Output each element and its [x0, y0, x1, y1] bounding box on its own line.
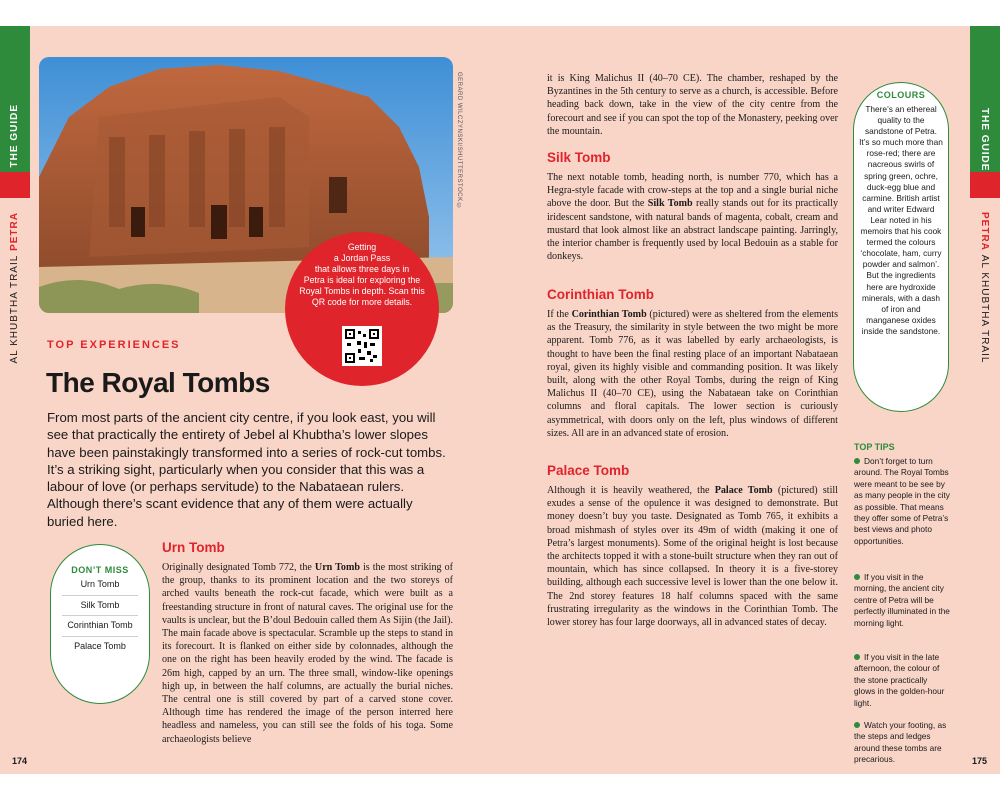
- page-title: The Royal Tombs: [46, 367, 270, 398]
- jordan-pass-callout: [285, 232, 439, 386]
- palace-tomb-heading: Palace Tomb: [547, 463, 630, 478]
- section-tab-left: [0, 172, 30, 198]
- qr-code[interactable]: [342, 326, 382, 366]
- dont-miss-box: [50, 544, 150, 704]
- corinthian-tomb-heading: Corinthian Tomb: [547, 287, 654, 302]
- book-spread: [0, 26, 1000, 774]
- colours-title: COLOURS: [876, 90, 926, 100]
- dont-miss-item: Silk Tomb: [62, 596, 138, 617]
- colours-box: [853, 82, 949, 412]
- photo-credit: GERARD WILCZYNSKI/SHUTTERSTOCK ©: [456, 72, 462, 211]
- guide-tab-label-right: THE GUIDE: [979, 108, 990, 172]
- bullet-icon: [854, 722, 860, 728]
- tip-item: Don’t forget to turn around. The Royal Tombs were meant to be see by as many people in the city as possible. That means they offer some of Petra’s best views and photo opportunities.: [854, 456, 950, 546]
- dont-miss-item: Palace Tomb: [74, 640, 126, 651]
- palace-tomb-paragraph: Although it is heavily weathered, the Palace Tomb (pictured) still exudes a sense of the opulence it was designed to demonstrate. But money doesn’t buy you taste. Designated as Tomb 765, it exhibits a broad mishmash of styles over its 49m of width (making it one of Petra’s largest monuments). Some of the original height is lost because the architects topped it with a stone-built structure when they ran out of mountain, which has since collapsed. In theory it is a five-storey building, although each successive level is lower than the one below it. The 2nd storey features 18 half columns spaced with the same frustrating irregularity as the windows in the Corinthian Tomb. The lower storey has four large doorways, all in advanced states of decay.: [547, 485, 838, 629]
- section-kicker: TOP EXPERIENCES: [47, 339, 181, 351]
- dont-miss-item: Corinthian Tomb: [62, 616, 138, 637]
- guide-tab-label-left: THE GUIDE: [9, 104, 20, 168]
- section-tab-right: [970, 172, 1000, 198]
- tip-item: If you visit in the late afternoon, the colour of the stone practically glows in the golden-hour light.: [854, 652, 945, 708]
- page-number-right: 175: [972, 756, 988, 766]
- colours-text: There’s an ethereal quality to the sandstone of Petra. It’s so much more than rose-red; there are nacreous swirls of spring green, ochre, duck-egg blue and carmine. British artist and writer Edward Lear noted in his memoirs that his cook termed the colours ‘chocolate, ham, curry powder and salmon’. But the ingredients here are hydroxide minerals, with a dash of iron and manganese oxides inside the sandstone.: [859, 104, 943, 336]
- dont-miss-item: Urn Tomb: [62, 575, 138, 596]
- urn-tomb-paragraph: Originally designated Tomb 772, the Urn Tomb is the most striking of the group, thanks to its prominent location and the two storeys of arched vaults beneath the rock-cut facade, which were built as a freestanding structure in front of natural caves. The original use for the vaults is unclear, but the B’doul Bedouin called them As Sijin (the Jail). The main facade above is spectacular. Scramble up the steps to stand in its forecourt. It is flanked on either side by colonnades, although the one on the right has been heavily eroded by the wind. The facade is 26m high, capped by an urn. The three small, window-like openings high up, in between the half columns, are actually the burial niches. The central one is still covered by part of a carved stone cover. Although time has rendered the image of the person interred here headless and nameless, you can still see the folds of his toga. Some archaeologists believe: [162, 562, 453, 745]
- top-tips-title: TOP TIPS: [854, 442, 895, 452]
- page-number-left: 174: [12, 756, 28, 766]
- bullet-icon: [854, 458, 860, 464]
- silk-tomb-paragraph: The next notable tomb, heading north, is number 770, which has a Hegra-style facade with crow-steps at the top and a single burial niche above the door. But the Silk Tomb really stands out for its practically iridescent sandstone, with natural bands of magenta, cobalt, cream and mustard that look almost like an abstract landscape painting. Jarringly, the interior chamber is frequently used by local Bedouin as a stable for donkeys.: [547, 172, 838, 263]
- intro-paragraph: From most parts of the ancient city centre, if you look east, you will see that practically the entirety of Jebel al Khubtha’s lower slopes have been painstakingly transformed into a series of rock-cut tombs. It’s a striking sight, particularly when you consider that this was a labour of love (or perhaps servitude) to the Nabataean rulers. Although there’s scant evidence that any of them were actually buried here.: [47, 410, 446, 529]
- tip-item: Watch your footing, as the steps and ledges around these tombs are precarious.: [854, 720, 947, 765]
- urn-tomb-continued: it is King Malichus II (40–70 CE). The chamber, reshaped by the Byzantines in the 5th century to serve as a church, is accessible. Before heading back down, take in the view of the city centre from the forecourt and see if you can spot the top of the Monastery, peeking over the mountain.: [547, 73, 838, 137]
- tip-item: If you visit in the morning, the ancient city centre of Petra will be perfectly illuminated in the morning light.: [854, 572, 950, 628]
- section-label-right: PETRA AL KHUBTHA TRAIL: [979, 212, 990, 364]
- silk-tomb-heading: Silk Tomb: [547, 150, 611, 165]
- urn-tomb-heading: Urn Tomb: [162, 540, 225, 555]
- corinthian-tomb-paragraph: If the Corinthian Tomb (pictured) were as sheltered from the elements as the Treasury, the similarity in style between the two might be more apparent. Tomb 776, as it was labelled by early archaeologists, is thought to have been the final resting place of an important Nabataean royal, given its highly visible and commanding position. It was likely built, along with the other Royal Tombs, during the reign of King Malichus II (40–70 CE), using the Nabataean take on Corinthian columns and floral capitals. The lower section is curiously asymmetrical, with doors only on the left, plus windows of different sizes. All are in an advanced state of erosion.: [547, 309, 838, 439]
- dont-miss-title: DON’T MISS: [71, 565, 129, 575]
- bullet-icon: [854, 574, 860, 580]
- callout-text: Getting a Jordan Pass that allows three days in Petra is ideal for exploring the Royal Tombs in depth. Scan this QR code for more details.: [299, 242, 425, 307]
- section-label-left: AL KHUBTHA TRAIL PETRA: [9, 212, 20, 364]
- bullet-icon: [854, 654, 860, 660]
- left-page: [0, 26, 500, 774]
